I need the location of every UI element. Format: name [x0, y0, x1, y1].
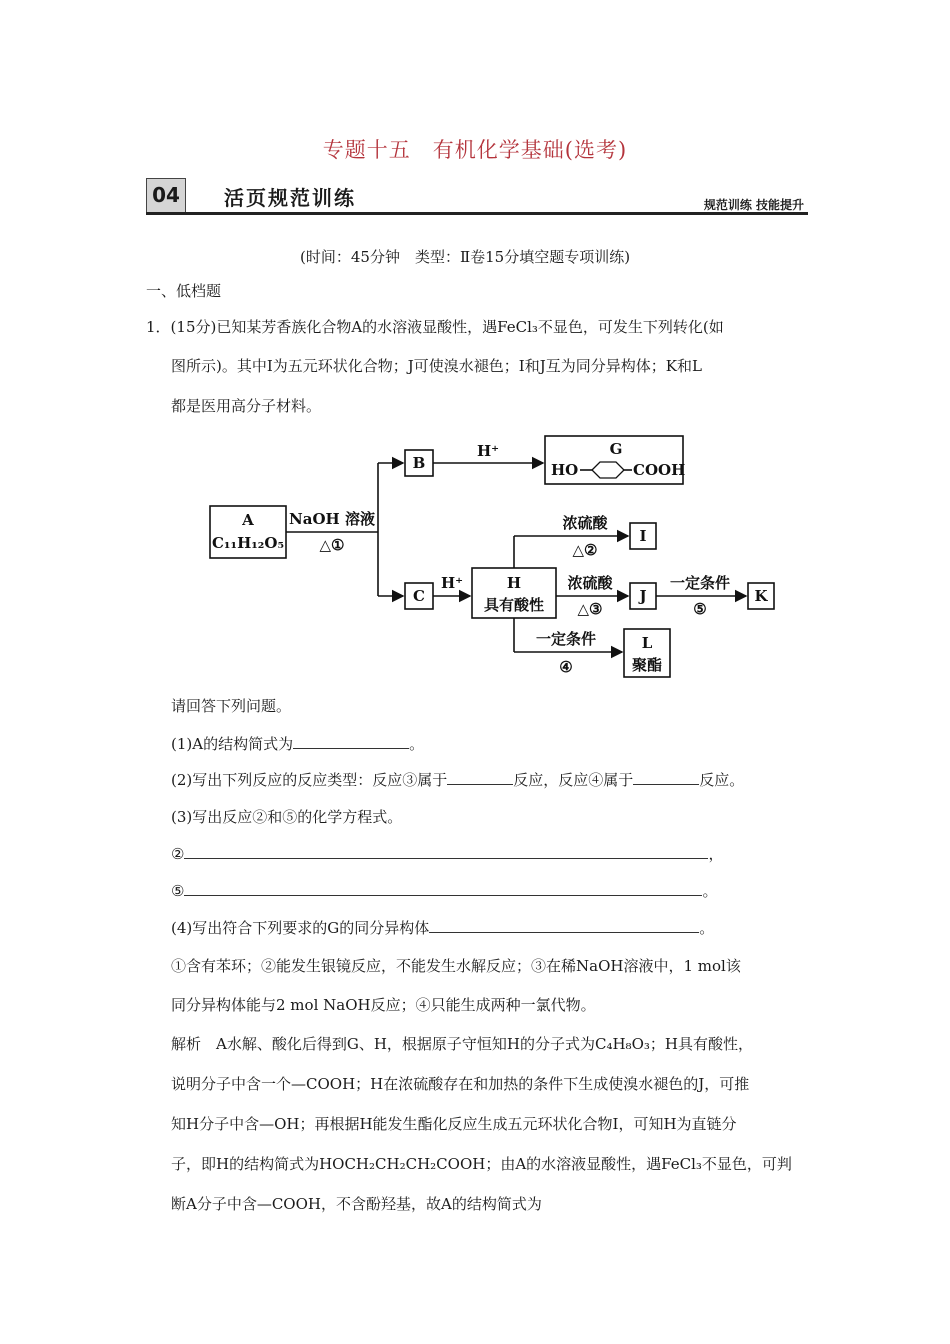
page-title: 专题十五 有机化学基础(选考) [322, 138, 628, 162]
reaction-4-reagent: 一定条件 [535, 630, 597, 648]
H-note: 具有酸性 [483, 596, 545, 614]
hplus-2: H⁺ [440, 574, 464, 592]
analysis-line-3: 知H分子中含—OH；再根据H能发生酯化反应生成五元环状化合物I，可知H为直链分 [171, 1115, 737, 1133]
time-info: (时间：45分钟 类型：Ⅱ卷15分填空题专项训练) [300, 248, 631, 266]
q3: (3)写出反应②和⑤的化学方程式。 [171, 808, 403, 826]
condition-line-2: 同分异构体能与2 mol NaOH反应；④只能生成两种一氯代物。 [171, 996, 596, 1014]
answer-prompt: 请回答下列问题。 [171, 697, 292, 715]
reaction-3-reagent: 浓硫酸 [567, 574, 613, 592]
C-label: C [413, 587, 425, 605]
K-label: K [754, 587, 768, 605]
banner-rule [146, 212, 808, 215]
q1-blank[interactable] [293, 734, 409, 749]
reaction-5-condition: ⑤ [693, 600, 707, 618]
reaction-2-condition: △② [572, 541, 598, 559]
A-label: A [242, 511, 254, 529]
q3-blank-5[interactable] [184, 881, 702, 896]
banner-heading: 活页规范训练 [224, 186, 356, 210]
reaction-3-condition: △③ [577, 600, 603, 618]
question-line-2: 图所示)。其中I为五元环状化合物；J可使溴水褪色；I和J互为同分异构体；K和L [171, 357, 702, 375]
analysis-line-5: 断A分子中含—COOH，不含酚羟基，故A的结构简式为 [171, 1195, 542, 1213]
analysis-line-1: 解析 A水解、酸化后得到G、H，根据原子守恒知H的分子式为C₄H₈O₃；H具有酸性， [171, 1035, 753, 1053]
question-line-3: 都是医用高分子材料。 [171, 397, 322, 415]
analysis-line-4: 子，即H的结构简式为HOCH₂CH₂CH₂COOH；由A的水溶液显酸性，遇FeCl₃不显色，可判 [171, 1155, 792, 1173]
reaction-scheme [200, 426, 790, 682]
q4: (4)写出符合下列要求的G的同分异构体 。 [171, 919, 715, 937]
B-label: B [412, 454, 426, 472]
question-line-1: 1．(15分)已知某芳香族化合物A的水溶液显酸性，遇FeCl₃不显色，可发生下列转化(如 [146, 318, 724, 336]
reaction-1-reagent: NaOH 溶液 [289, 510, 375, 528]
section-banner [146, 178, 808, 216]
q2-blank-3[interactable] [447, 770, 513, 785]
banner-number: 04 [146, 178, 186, 213]
q4-blank[interactable] [429, 918, 699, 933]
J-label: J [639, 587, 647, 605]
reaction-4-condition: ④ [559, 658, 573, 676]
I-label: I [639, 527, 647, 545]
q2-blank-4[interactable] [633, 770, 699, 785]
A-formula: C₁₁H₁₂O₅ [211, 534, 285, 552]
reaction-2-reagent: 浓硫酸 [562, 514, 608, 532]
reaction-5-reagent: 一定条件 [669, 574, 731, 592]
condition-line-1: ①含有苯环；②能发生银镜反应，不能发生水解反应；③在稀NaOH溶液中，1 mol该 [171, 957, 741, 975]
q3-eq-5: ⑤ 。 [171, 882, 718, 900]
q3-blank-2[interactable] [184, 844, 708, 859]
q1: (1)A的结构简式为 。 [171, 735, 425, 753]
reaction-1-condition: △① [319, 536, 345, 554]
analysis-line-2: 说明分子中含一个—COOH；H在浓硫酸存在和加热的条件下生成使溴水褪色的J，可推 [171, 1075, 750, 1093]
section-label: 一、低档题 [146, 282, 222, 300]
G-right-group: COOH [633, 461, 686, 479]
G-label: G [609, 440, 623, 458]
L-label: L [641, 634, 653, 652]
H-label: H [506, 574, 522, 592]
G-left-group: HO [551, 461, 579, 479]
L-note: 聚酯 [631, 656, 663, 674]
q2: (2)写出下列反应的反应类型：反应③属于 反应，反应④属于 反应。 [171, 771, 745, 789]
hplus-1: H⁺ [476, 442, 500, 460]
q3-eq-2: ② ， [171, 845, 724, 863]
banner-tagline: 规范训练 技能提升 [703, 198, 804, 212]
